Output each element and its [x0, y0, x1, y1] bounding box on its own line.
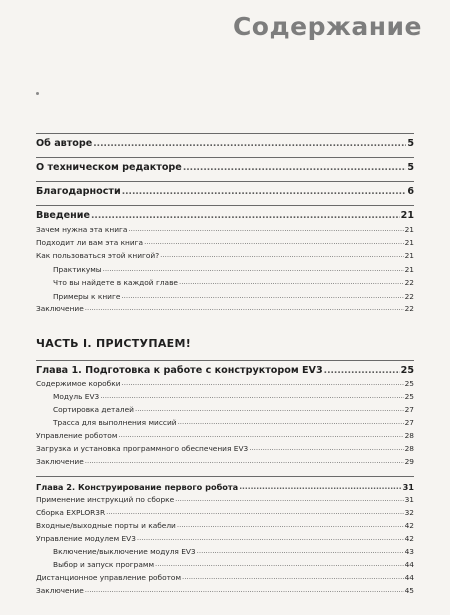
toc-entry-page: 28: [404, 444, 414, 453]
toc-entry-label: Об авторе: [36, 138, 93, 149]
dot-leader: [128, 224, 403, 235]
toc-entry-page: 21: [404, 225, 414, 234]
toc-entry-front[interactable]: [36, 185, 414, 199]
toc-entry-page: 27: [404, 405, 414, 414]
toc-subentry[interactable]: [36, 507, 414, 518]
dot-leader: [155, 559, 404, 570]
dot-leader: [239, 480, 401, 494]
dot-leader: [178, 417, 404, 428]
toc-entry-label: Заключение: [36, 457, 84, 466]
toc-entry-page: 5: [407, 162, 414, 173]
toc-subentry[interactable]: [36, 585, 414, 596]
dot-leader: [179, 277, 404, 288]
toc-subsubentry[interactable]: [36, 559, 414, 570]
dot-leader: [175, 494, 403, 505]
dot-leader: [324, 364, 400, 378]
section-rule: [36, 181, 414, 182]
dot-leader: [118, 430, 403, 441]
page-title: Содержание: [232, 12, 422, 41]
toc-entry-label: Управление роботом: [36, 431, 118, 440]
toc-subsubentry[interactable]: [36, 264, 414, 275]
toc-subentry[interactable]: [36, 224, 414, 235]
toc-subentry[interactable]: [36, 456, 414, 467]
toc-subsubentry[interactable]: [36, 417, 414, 428]
toc-entry-label: Глава 2. Конструирование первого робота: [36, 482, 239, 492]
toc-entry-label: Что вы найдете в каждой главе: [53, 278, 178, 287]
toc-entry-page: 42: [404, 521, 414, 530]
toc-subentry[interactable]: [36, 237, 414, 248]
dot-leader: [122, 185, 407, 199]
toc-entry-page: 25: [400, 365, 414, 376]
toc-entry-page: 21: [404, 238, 414, 247]
dot-leader: [85, 303, 404, 314]
toc-entry-label: Модуль EV3: [53, 392, 100, 401]
toc-entry-label: Выбор и запуск программ: [53, 560, 155, 569]
dot-leader: [144, 237, 404, 248]
dot-leader: [135, 404, 404, 415]
dot-leader: [182, 572, 404, 583]
part-heading[interactable]: ЧАСТЬ I. ПРИСТУПАЕМ!: [36, 337, 192, 350]
toc-entry-page: 28: [404, 431, 414, 440]
toc-entry-page: 22: [404, 292, 414, 301]
dot-leader: [183, 161, 407, 175]
dot-leader: [91, 209, 400, 223]
toc-entry-label: Введение: [36, 210, 91, 221]
toc-entry-page: 44: [404, 560, 414, 569]
toc-entry-intro[interactable]: [36, 209, 414, 223]
dot-leader: [85, 456, 404, 467]
section-rule: [36, 205, 414, 206]
dot-leader: [100, 391, 403, 402]
toc-entry-page: 25: [404, 379, 414, 388]
toc-subentry[interactable]: [36, 303, 414, 314]
section-rule: [36, 157, 414, 158]
toc-subentry[interactable]: [36, 250, 414, 261]
toc-entry-label: Заключение: [36, 304, 84, 313]
toc-entry-page: 32: [404, 508, 414, 517]
toc-subsubentry[interactable]: [36, 391, 414, 402]
toc-subsubentry[interactable]: [36, 291, 414, 302]
toc-entry-front[interactable]: [36, 161, 414, 175]
toc-entry-page: 31: [404, 495, 414, 504]
toc-entry-page: 45: [404, 586, 414, 595]
toc-subentry[interactable]: [36, 494, 414, 505]
dot-leader: [103, 264, 404, 275]
toc-entry-page: 27: [404, 418, 414, 427]
toc-entry-label: Практикумы: [53, 265, 102, 274]
dot-leader: [160, 250, 403, 261]
toc-entry-page: 25: [404, 392, 414, 401]
toc-entry-page: 22: [404, 278, 414, 287]
toc-entry-label: Зачем нужна эта книга: [36, 225, 128, 234]
chapter-rule: [36, 476, 414, 477]
toc-entry-page: 31: [402, 482, 414, 492]
toc-entry-label: Сортировка деталей: [53, 405, 134, 414]
toc-entry-page: 5: [407, 138, 414, 149]
toc-entry-label: Содержимое коробки: [36, 379, 121, 388]
section-rule: [36, 133, 414, 134]
toc-subentry[interactable]: [36, 378, 414, 389]
toc-entry-label: Дистанционное управление роботом: [36, 573, 182, 582]
toc-entry-page: 21: [404, 265, 414, 274]
toc-entry-page: 43: [404, 547, 414, 556]
toc-entry-label: Подходит ли вам эта книга: [36, 238, 144, 247]
toc-subentry[interactable]: [36, 533, 414, 544]
toc-entry-label: О техническом редакторе: [36, 162, 182, 173]
toc-entry-label: Включение/выключение модуля EV3: [53, 547, 196, 556]
dot-leader: [197, 546, 404, 557]
toc-entry-label: Управление модулем EV3: [36, 534, 136, 543]
dot-leader: [93, 137, 406, 151]
toc-entry-page: 6: [407, 186, 414, 197]
toc-subentry[interactable]: [36, 430, 414, 441]
toc-entry-label: Благодарности: [36, 186, 121, 197]
toc-entry-label: Загрузка и установка программного обеспечения EV3: [36, 444, 249, 453]
toc-entry-label: Глава 1. Подготовка к работе с конструктором EV3: [36, 365, 323, 376]
dot-leader: [122, 378, 404, 389]
dot-leader: [177, 520, 404, 531]
dot-leader: [137, 533, 404, 544]
toc-entry-label: Трасса для выполнения миссий: [53, 418, 177, 427]
toc-entry-label: Входные/выходные порты и кабели: [36, 521, 176, 530]
toc-entry-page: 42: [404, 534, 414, 543]
toc-subsubentry[interactable]: [36, 546, 414, 557]
dot-leader: [106, 507, 403, 518]
dot-leader: [249, 443, 403, 454]
toc-subentry[interactable]: [36, 443, 414, 454]
toc-entry-page: 29: [404, 457, 414, 466]
toc-entry-label: Сборка EXPLOR3R: [36, 508, 106, 517]
toc-entry-label: Как пользоваться этой книгой?: [36, 251, 160, 260]
dot-leader: [85, 585, 404, 596]
toc-subsubentry[interactable]: [36, 277, 414, 288]
dot-leader: [121, 291, 403, 302]
toc-subentry[interactable]: [36, 572, 414, 583]
toc-entry-front[interactable]: [36, 137, 414, 151]
toc-entry-page: 21: [404, 251, 414, 260]
toc-entry-label: Заключение: [36, 586, 84, 595]
toc-subentry[interactable]: [36, 520, 414, 531]
toc-entry-page: 21: [400, 210, 414, 221]
toc-entry-label: Примеры к книге: [53, 292, 121, 301]
toc-entry-page: 22: [404, 304, 414, 313]
toc-subsubentry[interactable]: [36, 404, 414, 415]
toc-entry-page: 44: [404, 573, 414, 582]
toc-entry-label: Применение инструкций по сборке: [36, 495, 175, 504]
toc-entry-chapter[interactable]: [36, 364, 414, 378]
toc-entry-chapter[interactable]: [36, 480, 414, 494]
chapter-rule: [36, 360, 414, 361]
